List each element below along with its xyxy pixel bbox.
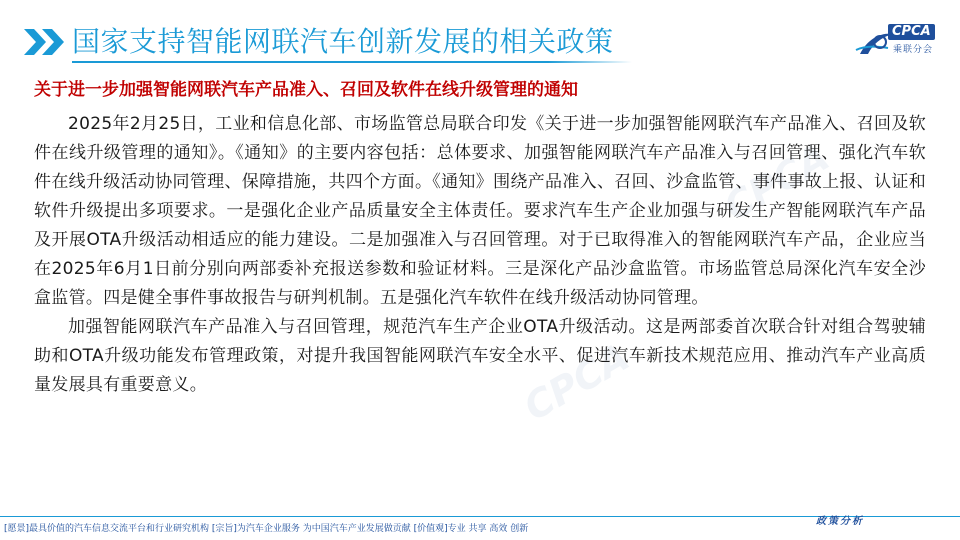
watermark: CPCA: [716, 134, 837, 230]
watermark: CPCA: [516, 334, 637, 430]
footer-mission-text: [愿景]最具价值的汽车信息交流平台和行业研究机构 [宗旨]为汽车企业服务 为中国汽车产业发展做贡献 [价值观]专业 共享 高效 创新: [4, 524, 529, 534]
logo-subtitle: 乘联分会: [893, 45, 934, 55]
footer-section-label: 政策分析: [816, 516, 864, 527]
article-paragraph: 2025年2月25日，工业和信息化部、市场监管总局联合印发《关于进一步加强智能网联汽车产品准入、召回及软件在线升级管理的通知》。《通知》的主要内容包括：总体要求、加强智能网联汽车产品准入与召回管理、强化汽车软件在线升级活动协同管理、保障措施，共四个方面。《通知》围绕产品准入、召回、沙盒监管、事件事故上报、认证和软件升级提出多项要求。一是强化企业产品质量安全主体责任。要求汽车生产企业加强与研发生产智能网联汽车产品及开展OTA升级活动相适应的能力建设。二是加强准入与召回管理。对于已取得准入的智能网联汽车产品，企业应当在2025年6月1日前分别向两部委补充报送参数和验证材料。三是深化产品沙盒监管。市场监管总局深化汽车安全沙盒监管。四是健全事件事故报告与研判机制。五是强化汽车软件在线升级活动协同管理。: [34, 114, 926, 308]
double-chevron-icon: [22, 27, 66, 57]
slide-header: [0, 0, 960, 68]
title-underline: [72, 61, 632, 63]
article-paragraph: 加强智能网联汽车产品准入与召回管理，规范汽车生产企业OTA升级活动。这是两部委首次联合针对组合驾驶辅助和OTA升级功能发布管理政策，对提升我国智能网联汽车安全水平、促进汽车新技术规范应用、推动汽车产业高质量发展具有重要意义。: [34, 317, 926, 395]
article-subheading: 关于进一步加强智能网联汽车产品准入、召回及软件在线升级管理的通知: [34, 80, 578, 100]
page-title: 国家支持智能网联汽车创新发展的相关政策: [72, 25, 614, 58]
article-body: [34, 110, 926, 400]
logo-text: CPCA: [888, 24, 935, 40]
